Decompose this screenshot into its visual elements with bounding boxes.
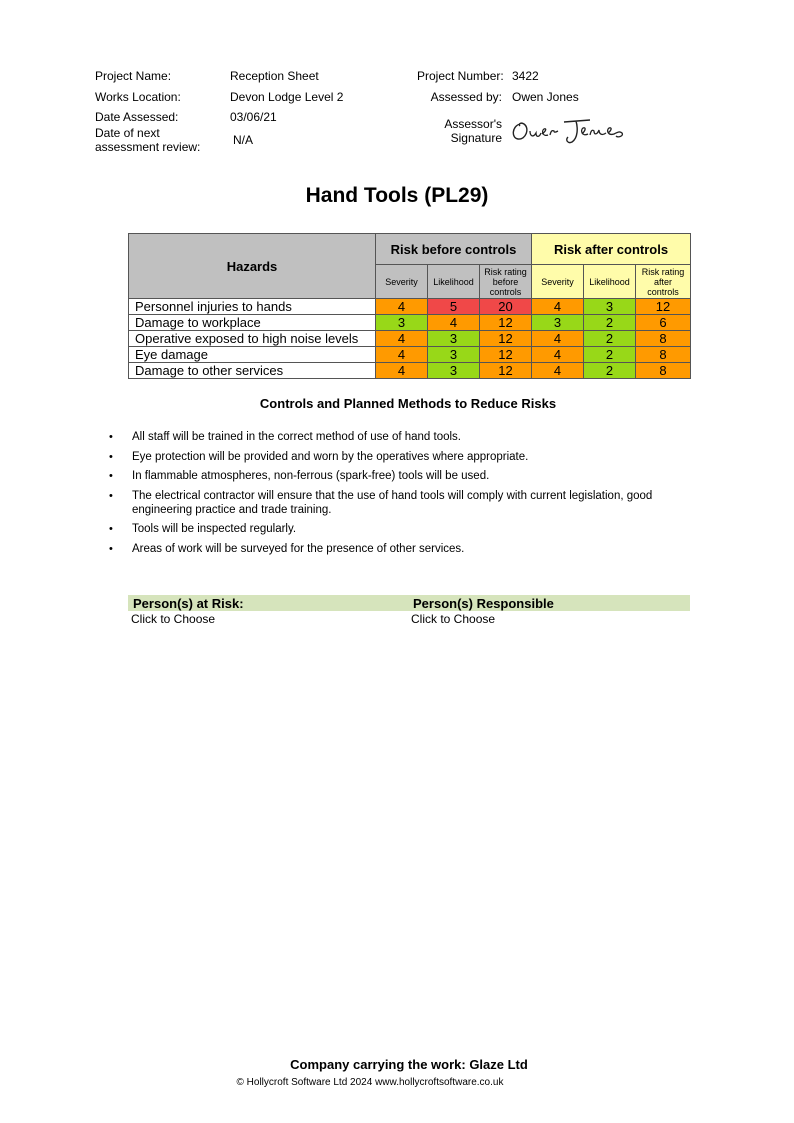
bullet-icon: • — [109, 489, 113, 502]
project-number-value: 3422 — [512, 69, 539, 83]
rating-before-cell: 12 — [480, 315, 532, 331]
rating-after-cell: 6 — [636, 315, 691, 331]
rating-after-cell: 8 — [636, 347, 691, 363]
severity-before-cell: 4 — [376, 347, 428, 363]
bullet-icon: • — [109, 470, 113, 482]
severity-after-cell: 3 — [532, 315, 584, 331]
likelihood-after-cell: 2 — [584, 347, 636, 363]
severity-after-cell: 4 — [532, 331, 584, 347]
risk-after-header: Risk after controls — [532, 234, 691, 265]
list-item: • All staff will be trained in the correct method of use of hand tools. — [109, 431, 461, 443]
severity-before-header: Severity — [376, 265, 428, 299]
hazards-header: Hazards — [129, 234, 376, 299]
severity-before-cell: 4 — [376, 299, 428, 315]
persons-responsible-select[interactable]: Click to Choose — [411, 612, 496, 626]
rating-before-header: Risk rating before controls — [480, 265, 532, 299]
bullet-icon: • — [109, 542, 113, 555]
signature-label: Assessor's Signature — [444, 117, 502, 145]
rating-before-cell: 12 — [480, 331, 532, 347]
severity-before-cell: 4 — [376, 331, 428, 347]
signature-image — [508, 114, 632, 146]
severity-after-header: Severity — [532, 265, 584, 299]
persons-at-risk-label: Person(s) at Risk: — [133, 596, 244, 611]
persons-at-risk-select[interactable]: Click to Choose — [131, 612, 216, 626]
table-row — [129, 315, 691, 331]
table-row — [129, 331, 691, 347]
list-item: • Tools will be inspected regularly. — [109, 523, 297, 535]
next-review-label: Date of next assessment review: — [95, 126, 201, 154]
copyright-footer: © Hollycroft Software Ltd 2024 www.hollycroftsoftware.co.uk — [236, 1077, 504, 1088]
severity-after-cell: 4 — [532, 347, 584, 363]
project-name-label: Project Name: — [95, 69, 172, 83]
likelihood-before-cell: 3 — [428, 347, 480, 363]
likelihood-before-header: Likelihood — [428, 265, 480, 299]
likelihood-after-header: Likelihood — [584, 265, 636, 299]
likelihood-after-cell: 2 — [584, 363, 636, 379]
likelihood-before-cell: 3 — [428, 363, 480, 379]
list-item: • In flammable atmospheres, non-ferrous (spark-free) tools will be used. — [109, 470, 490, 482]
bullet-icon: • — [109, 431, 113, 443]
company-footer: Company carrying the work: Glaze Ltd — [290, 1057, 528, 1072]
hazard-cell: Operative exposed to high noise levels — [129, 331, 376, 347]
likelihood-before-cell: 3 — [428, 331, 480, 347]
likelihood-after-cell: 2 — [584, 315, 636, 331]
assessed-by-label: Assessed by: — [430, 90, 502, 104]
page-title: Hand Tools (PL29) — [305, 184, 489, 207]
severity-after-cell: 4 — [532, 299, 584, 315]
hazard-cell: Eye damage — [129, 347, 376, 363]
risk-before-header: Risk before controls — [376, 234, 532, 265]
risk-table — [128, 233, 691, 379]
assessed-by-value: Owen Jones — [512, 90, 579, 104]
project-name-value: Reception Sheet — [230, 69, 319, 83]
rating-before-cell: 20 — [480, 299, 532, 315]
bullet-icon: • — [109, 450, 113, 463]
likelihood-after-cell: 2 — [584, 331, 636, 347]
rating-before-cell: 12 — [480, 347, 532, 363]
table-row — [129, 347, 691, 363]
works-location-label: Works Location: — [95, 90, 181, 104]
rating-after-cell: 8 — [636, 331, 691, 347]
bullet-icon: • — [109, 523, 113, 535]
controls-list — [106, 430, 686, 561]
likelihood-before-cell: 4 — [428, 315, 480, 331]
persons-responsible-label: Person(s) Responsible — [413, 596, 554, 611]
controls-title: Controls and Planned Methods to Reduce Risks — [259, 396, 557, 411]
list-item: • Areas of work will be surveyed for the presence of other services. — [109, 542, 465, 555]
hazard-cell: Damage to other services — [129, 363, 376, 379]
likelihood-after-cell: 3 — [584, 299, 636, 315]
rating-after-cell: 8 — [636, 363, 691, 379]
severity-before-cell: 3 — [376, 315, 428, 331]
rating-after-cell: 12 — [636, 299, 691, 315]
date-assessed-value: 03/06/21 — [230, 110, 277, 124]
next-review-value: N/A — [233, 133, 254, 147]
list-item: • The electrical contractor will ensure that the use of hand tools will comply with current legislation, good engineering practice and trade training. — [109, 489, 653, 516]
severity-after-cell: 4 — [532, 363, 584, 379]
rating-after-header: Risk rating after controls — [636, 265, 691, 299]
list-item: • Eye protection will be provided and worn by the operatives where appropriate. — [109, 450, 529, 463]
table-row — [129, 363, 691, 379]
hazard-cell: Damage to workplace — [129, 315, 376, 331]
works-location-value: Devon Lodge Level 2 — [230, 90, 344, 104]
likelihood-before-cell: 5 — [428, 299, 480, 315]
severity-before-cell: 4 — [376, 363, 428, 379]
hazard-cell: Personnel injuries to hands — [129, 299, 376, 315]
project-number-label: Project Number: — [417, 69, 504, 83]
date-assessed-label: Date Assessed: — [95, 110, 179, 124]
table-row — [129, 299, 691, 315]
rating-before-cell: 12 — [480, 363, 532, 379]
